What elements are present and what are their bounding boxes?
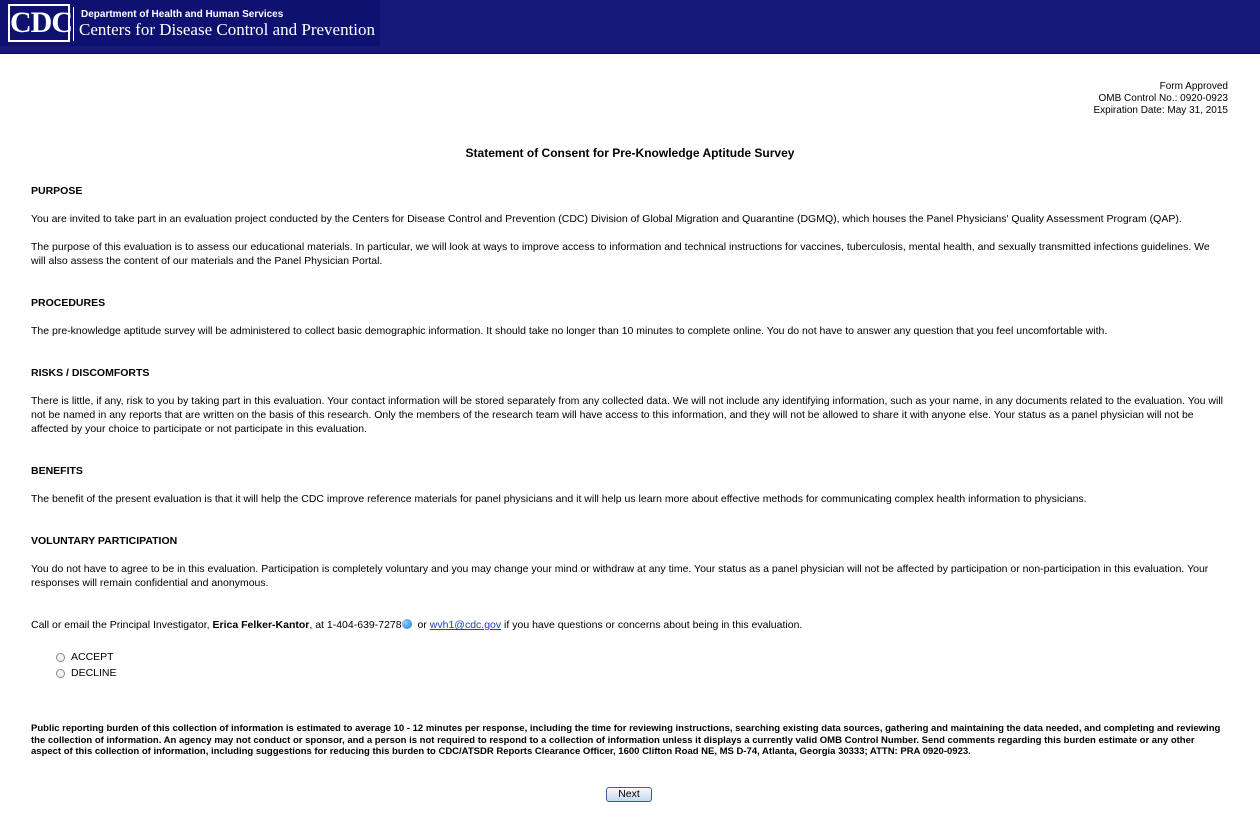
benefits-paragraph: The benefit of the present evaluation is that it will help the CDC improve reference materials for panel physicians and it will help us learn more about effective methods for communicating complex health information to physicians. [31, 493, 1087, 505]
risks-paragraph: There is little, if any, risk to you by taking part in this evaluation. Your contact information will be stored separately from any collected data. We will not include any identifying information, such as your name, in any documents related to the evaluation. You will not be named in any reports that are written on the basis of this research. Only the members of the research team will have access to this information, and they will not be allowed to share it with anyone else. Your status as a panel physician will not be affected by your choice to participate or not participate in this evaluation. [31, 395, 1224, 435]
brand-block[interactable] [0, 0, 380, 46]
voluntary-heading: VOLUNTARY PARTICIPATION [31, 535, 178, 547]
contact-phone: , at 1-404-639-7278 [309, 619, 402, 631]
phone-call-icon[interactable] [402, 619, 412, 629]
logo-divider [73, 7, 74, 41]
purpose-paragraph-1: You are invited to take part in an evaluation project conducted by the Centers for Disease Control and Prevention (CDC) Division of Global Migration and Quarantine (DGMQ), which houses the Panel Physicians' Quality Assessment Program (QAP). [31, 213, 1182, 225]
cdc-logo: CDC [8, 4, 70, 42]
procedures-paragraph: The pre-knowledge aptitude survey will be administered to collect basic demographic information. It should take no longer than 10 minutes to complete online. You do not have to answer any question that you feel uncomfortable with. [31, 325, 1108, 337]
decline-label[interactable]: DECLINE [71, 667, 117, 679]
purpose-heading: PURPOSE [31, 185, 83, 197]
omb-control-number: OMB Control No.: 0920-0923 [1098, 93, 1228, 104]
procedures-heading: PROCEDURES [31, 297, 106, 309]
consent-content [31, 184, 1223, 632]
page-title: Statement of Consent for Pre-Knowledge Aptitude Survey [465, 146, 795, 160]
accept-radio[interactable] [56, 653, 65, 662]
accept-label[interactable]: ACCEPT [71, 651, 114, 663]
next-button[interactable]: Next [606, 787, 652, 802]
decline-option[interactable] [56, 667, 117, 679]
voluntary-paragraph: You do not have to agree to be in this evaluation. Participation is completely voluntary and you may change your mind or withdraw at any time. Your status as a panel physician will not be affected by participation or non-participation in this evaluation. Your responses will remain confidential and anonymous. [31, 563, 1209, 589]
contact-suffix: if you have questions or concerns about being in this evaluation. [501, 619, 803, 631]
omb-info [1093, 81, 1228, 117]
contact-prefix: Call or email the Principal Investigator, [31, 619, 213, 631]
investigator-name: Erica Felker-Kantor [212, 619, 310, 631]
email-link[interactable]: wvh1@cdc.gov [429, 619, 502, 631]
omb-form-approved: Form Approved [1159, 81, 1228, 92]
benefits-heading: BENEFITS [31, 465, 83, 477]
contact-line [31, 618, 1223, 632]
omb-expiration-date: Expiration Date: May 31, 2015 [1093, 105, 1228, 116]
purpose-paragraph-2: The purpose of this evaluation is to assess our educational materials. In particular, we will look at ways to improve access to information and technical instructions for vaccines, tuberculosis, mental health, and sexually transmitted infections guidelines. We will also assess the content of our materials and the Panel Physician Portal. [31, 241, 1210, 267]
accept-option[interactable] [56, 651, 114, 663]
department-name: Department of Health and Human Services [81, 9, 284, 20]
agency-name: Centers for Disease Control and Prevention [79, 20, 376, 39]
risks-heading: RISKS / DISCOMFORTS [31, 367, 150, 379]
burden-statement: Public reporting burden of this collection of information is estimated to average 10 - 12 minutes per response, including the time for reviewing instructions, searching existing data sources, gathering and maintaining the data needed, and completing and reviewing the collection of information. An agency may not conduct or sponsor, and a person is not required to respond to a collection of information unless it displays a currently valid OMB Control Number. Send comments regarding this burden estimate or any other aspect of this collection of information, including suggestions for reducing this burden to CDC/ATSDR Reports Clearance Officer, 1600 Clifton Road NE, MS D-74, Atlanta, Georgia 30333; ATTN: PRA 0920-0923. [31, 723, 1221, 757]
decline-radio[interactable] [56, 669, 65, 678]
site-header [0, 0, 1260, 54]
contact-or: or [414, 619, 430, 631]
